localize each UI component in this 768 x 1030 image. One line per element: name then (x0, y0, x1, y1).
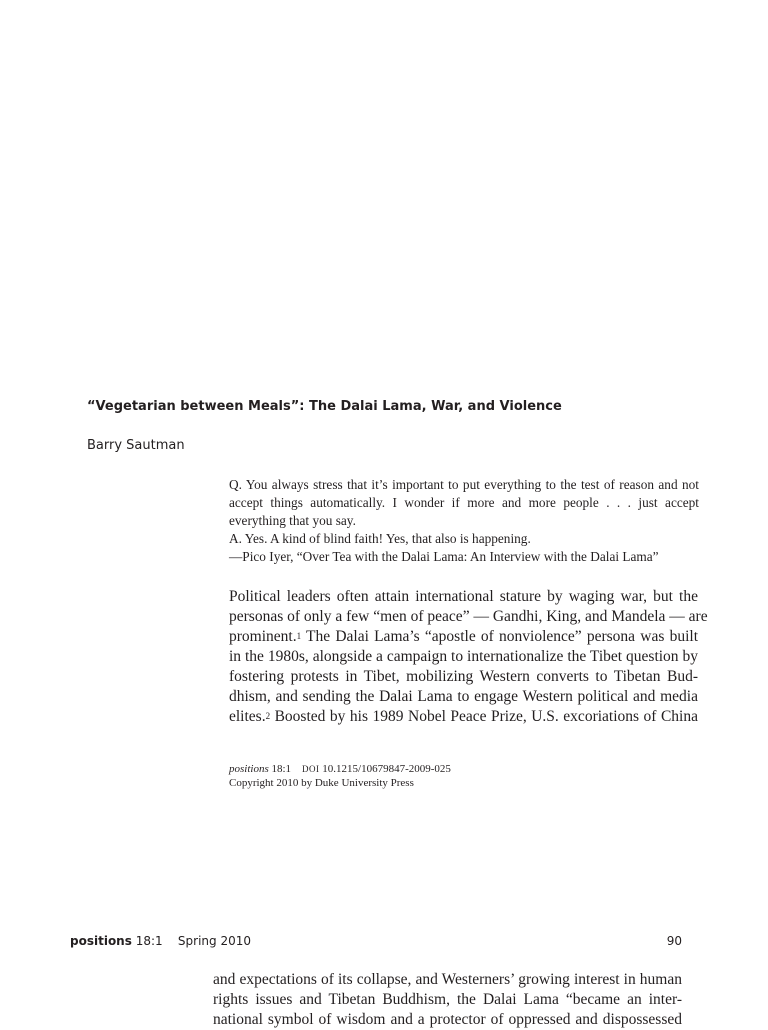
doi-label: DOI (302, 764, 320, 774)
body-line-text: prominent. (229, 628, 297, 645)
body-line: national symbol of wisdom and a protector of oppressed and dispossessed (213, 1011, 682, 1028)
epigraph-question: Q. You always stress that it’s important to put everything to the test of reason and not accept things automatically. I wonder if more and more people . . . just accept everything that you say. (229, 477, 699, 528)
publication-journal: positions (229, 763, 269, 775)
publication-volume: 18:1 (271, 763, 292, 775)
publication-info (229, 762, 451, 790)
epigraph-answer: A. Yes. A kind of blind faith! Yes, that also is happening. (229, 531, 531, 546)
body-line-text: elites. (229, 708, 266, 725)
body-line (229, 627, 698, 647)
body-line: Political leaders often attain international stature by waging war, but the (229, 588, 698, 605)
footnote-marker[interactable]: 1 (296, 631, 302, 641)
page-number: 90 (666, 934, 682, 948)
body-line: personas of only a few “men of peace” — Gandhi, King, and Mandela — are (229, 608, 708, 625)
copyright-notice: Copyright 2010 by Duke University Press (229, 777, 414, 789)
body-line: fostering protests in Tibet, mobilizing Western converts to Tibetan Bud- (229, 668, 698, 685)
body-line: in the 1980s, alongside a campaign to internationalize the Tibet question by (229, 648, 698, 665)
running-footer-journal: positions (70, 934, 132, 948)
next-page-paragraph (213, 970, 682, 1030)
body-paragraph (229, 587, 708, 727)
running-footer-volume: 18:1 (135, 934, 163, 948)
body-line: rights issues and Tibetan Buddhism, the Dalai Lama “became an inter- (213, 991, 682, 1008)
doi-link[interactable]: 10.1215/10679847-2009-025 (322, 763, 451, 775)
footnote-marker[interactable]: 2 (265, 711, 271, 721)
body-line (229, 707, 698, 727)
body-line: and expectations of its collapse, and Westerners’ growing interest in human (213, 971, 682, 988)
body-line-text: Boosted by his 1989 Nobel Peace Prize, U.S. excoriations of China (270, 708, 698, 725)
publication-citation (229, 762, 451, 776)
body-line: dhism, and sending the Dalai Lama to engage Western political and media (229, 688, 698, 705)
article-author: Barry Sautman (87, 438, 185, 453)
epigraph (229, 476, 699, 566)
article-title: “Vegetarian between Meals”: The Dalai Lama, War, and Violence (87, 399, 562, 414)
running-footer-season: Spring 2010 (177, 934, 251, 948)
epigraph-attribution: —Pico Iyer, “Over Tea with the Dalai Lama: An Interview with the Dalai Lama” (229, 549, 659, 564)
running-footer (70, 933, 682, 949)
body-line-text: The Dalai Lama’s “apostle of nonviolence” persona was built (301, 628, 698, 645)
